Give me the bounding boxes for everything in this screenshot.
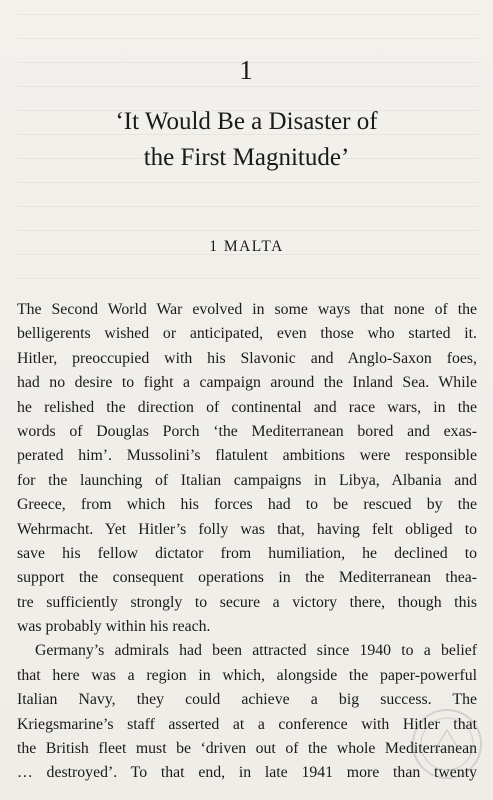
text-line: belligerents wished or anticipated, even those who started it. — [17, 325, 477, 343]
section-heading: 1 MALTA — [209, 238, 284, 255]
text-line: Kriegsmarine’s staff asserted at a conference with Hitler that — [17, 715, 477, 733]
text-line: support the consequent operations in the Mediterranean thea- — [17, 569, 477, 587]
paragraph-1 — [17, 298, 477, 639]
text-line: for the launching of Italian campaigns in Libya, Albania and — [17, 471, 477, 489]
text-line: had no desire to fight a campaign around the Inland Sea. While — [17, 374, 477, 392]
chapter-title-line-1: ‘It Would Be a Disaster of — [115, 108, 378, 135]
chapter-number: 1 — [239, 55, 254, 85]
text-line: Italian Navy, they could achieve a big success. The — [17, 691, 477, 709]
text-line: tre sufficiently strongly to secure a victory there, though this — [17, 593, 477, 611]
chapter-title — [0, 104, 493, 176]
text-line: words of Douglas Porch ‘the Mediterranean bored and exas- — [17, 422, 477, 440]
watermark-stamp-icon — [407, 704, 487, 784]
text-line: was probably within his reach. — [17, 618, 211, 636]
text-line: he relished the direction of continental and race wars, in the — [17, 398, 477, 416]
text-line: Germany’s admirals had been attracted since 1940 to a belief — [35, 642, 477, 660]
text-line: … destroyed’. To that end, in late 1941 more than twenty — [17, 764, 477, 782]
text-line: that here was a region in which, alongside the paper-powerful — [17, 666, 477, 684]
text-line: Hitler, preoccupied with his Slavonic and Anglo-Saxon foes, — [17, 349, 477, 367]
text-line: The Second World War evolved in some ways that none of the — [17, 301, 477, 318]
text-line: Greece, from which his forces had to be rescued by the — [17, 496, 477, 514]
text-line: Wehrmacht. Yet Hitler’s folly was that, having felt obliged to — [17, 520, 477, 538]
text-line: the British fleet must be ‘driven out of the whole Mediterranean — [17, 740, 477, 758]
chapter-title-line-2: the First Magnitude’ — [143, 144, 350, 171]
text-line: perated him’. Mussolini’s flatulent ambitions were responsible — [17, 447, 477, 465]
text-line: save his fellow dictator from humiliation, he declined to — [17, 544, 477, 562]
